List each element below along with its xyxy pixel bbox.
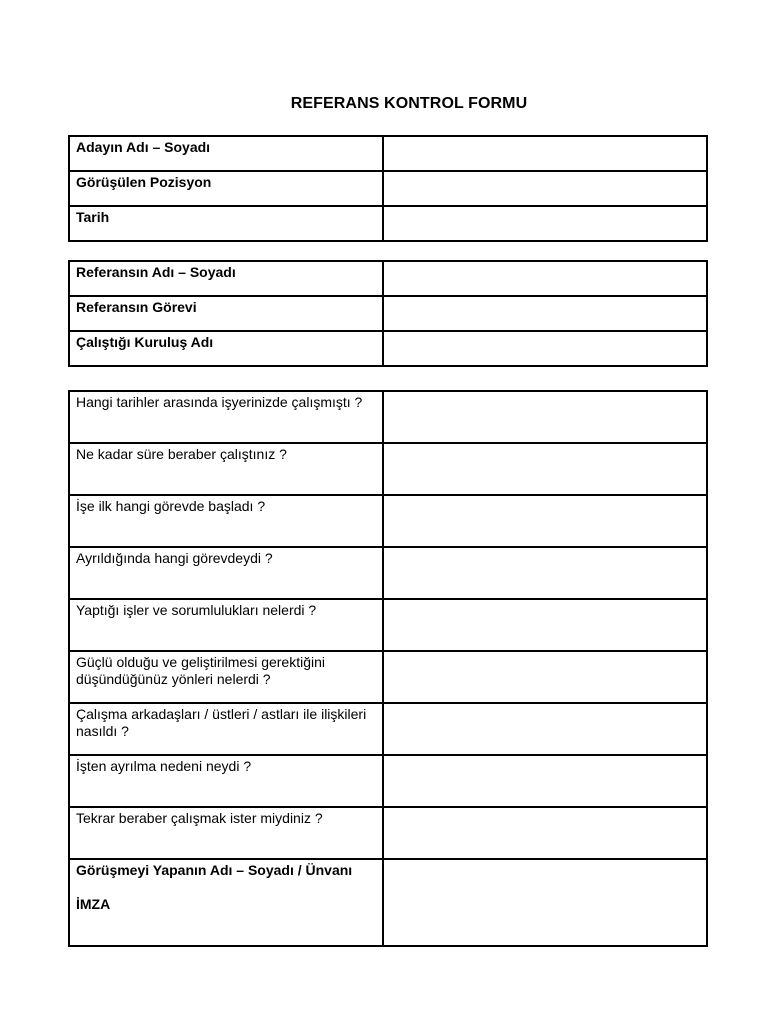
reference-title-label: Referansın Görevi <box>69 296 383 331</box>
position-field[interactable] <box>383 171 707 206</box>
question-label-duration-together: Ne kadar süre beraber çalıştınız ? <box>69 443 383 495</box>
question-label-strengths-weaknesses: Güçlü olduğu ve geliştirilmesi gerektiğini düşündüğünüz yönleri nelerdi ? <box>69 651 383 703</box>
question-label-employment-dates: Hangi tarihler arasında işyerinizde çalışmıştı ? <box>69 391 383 443</box>
table-row <box>69 331 707 366</box>
table-row <box>69 206 707 241</box>
reference-title-field[interactable] <box>383 296 707 331</box>
candidate-name-field[interactable] <box>383 136 707 171</box>
organization-field[interactable] <box>383 331 707 366</box>
answer-field-employment-dates[interactable] <box>383 391 707 443</box>
reference-info-table <box>68 260 708 367</box>
table-row <box>69 261 707 296</box>
answer-field-duration-together[interactable] <box>383 443 707 495</box>
candidate-name-label: Adayın Adı – Soyadı <box>69 136 383 171</box>
question-label-responsibilities: Yaptığı işler ve sorumlulukları nelerdi ? <box>69 599 383 651</box>
answer-field-relationships[interactable] <box>383 703 707 755</box>
table-row <box>69 443 707 495</box>
answer-field-strengths-weaknesses[interactable] <box>383 651 707 703</box>
table-row <box>69 495 707 547</box>
question-label-work-again: Tekrar beraber çalışmak ister miydiniz ? <box>69 807 383 859</box>
table-row <box>69 703 707 755</box>
signature-label: İMZA <box>76 896 111 912</box>
table-row <box>69 651 707 703</box>
answer-field-work-again[interactable] <box>383 807 707 859</box>
answer-field-last-role[interactable] <box>383 547 707 599</box>
date-field[interactable] <box>383 206 707 241</box>
answer-field-leaving-reason[interactable] <box>383 755 707 807</box>
interviewer-signature-field[interactable] <box>383 859 707 946</box>
answer-field-responsibilities[interactable] <box>383 599 707 651</box>
question-label-first-role: İşe ilk hangi görevde başladı ? <box>69 495 383 547</box>
answer-field-first-role[interactable] <box>383 495 707 547</box>
reference-name-field[interactable] <box>383 261 707 296</box>
interviewer-label-cell <box>69 859 383 946</box>
question-label-leaving-reason: İşten ayrılma nedeni neydi ? <box>69 755 383 807</box>
table-row <box>69 599 707 651</box>
table-row <box>69 547 707 599</box>
question-label-last-role: Ayrıldığında hangi görevdeydi ? <box>69 547 383 599</box>
candidate-info-table <box>68 135 708 242</box>
questions-table <box>68 390 708 947</box>
table-row <box>69 807 707 859</box>
form-title: REFERANS KONTROL FORMU <box>290 95 528 112</box>
table-row <box>69 171 707 206</box>
table-row <box>69 859 707 946</box>
table-row <box>69 296 707 331</box>
question-label-relationships: Çalışma arkadaşları / üstleri / astları ile ilişkileri nasıldı ? <box>69 703 383 755</box>
position-label: Görüşülen Pozisyon <box>69 171 383 206</box>
date-label: Tarih <box>69 206 383 241</box>
interviewer-label: Görüşmeyi Yapanın Adı – Soyadı / Ünvanı <box>76 862 353 878</box>
table-row <box>69 136 707 171</box>
organization-label: Çalıştığı Kuruluş Adı <box>69 331 383 366</box>
table-row <box>69 391 707 443</box>
reference-name-label: Referansın Adı – Soyadı <box>69 261 383 296</box>
table-row <box>69 755 707 807</box>
